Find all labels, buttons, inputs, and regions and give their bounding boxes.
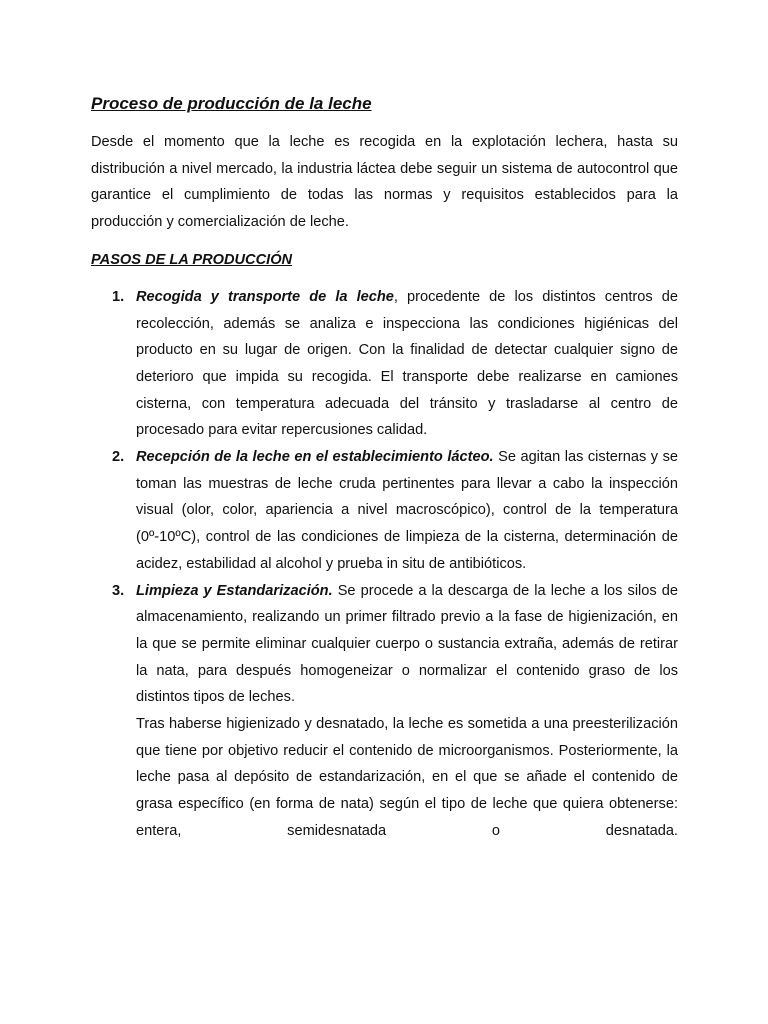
step-item-2 (91, 444, 678, 578)
step-text: , procedente de los distintos centros de recolección, además se analiza e inspecciona las condiciones higiénicas del producto en su lugar de origen. Con la finalidad de detectar cualquier signo de deterioro que impida su recogida. El transporte debe realizarse en camiones cisterna, con temperatura adecuada del tránsito y trasladarse al centro de procesado para evitar repercusiones calidad. (136, 288, 678, 439)
step-title: Limpieza y Estandarización. (136, 582, 333, 599)
step-text: Se agitan las cisternas y se toman las muestras de leche cruda pertinentes para llevar a cabo la inspección visual (olor, color, apariencia a nivel macroscópico), control de la temperatura (0º-10ºC), control de las condiciones de limpieza de la cisterna, determinación de acidez, estabilidad al alcohol y prueba in situ de antibióticos. (136, 449, 678, 572)
document-title: Proceso de producción de la leche (91, 94, 372, 113)
step-extra-paragraph: Tras haberse higienizado y desnatado, la leche es sometida a una preesterilización que tiene por objetivo reducir el contenido de microorganismos. Posteriormente, la leche pasa al depósito de estandarización, en el que se añade el contenido de grasa específico (en forma de nata) según el tipo de leche que quiera obtenerse: entera, semidesnatada o desnatada. (136, 716, 678, 839)
steps-list (91, 284, 678, 845)
step-title: Recogida y transporte de la leche (136, 288, 394, 305)
step-item-1 (91, 284, 678, 444)
document-page (91, 92, 678, 845)
step-item-3 (91, 578, 678, 845)
section-heading: PASOS DE LA PRODUCCIÓN (91, 251, 293, 268)
step-title: Recepción de la leche en el establecimiento lácteo. (136, 449, 494, 466)
step-text: Se procede a la descarga de la leche a los silos de almacenamiento, realizando un primer filtrado previo a la fase de higienización, en la que se permite eliminar cualquier cuerpo o sustancia extraña, además de retirar la nata, para después homogeneizar o normalizar el contenido graso de los distintos tipos de leches. (136, 582, 678, 706)
step-number: 1. (112, 288, 125, 305)
step-number: 3. (112, 582, 125, 599)
step-number: 2. (112, 449, 125, 466)
intro-paragraph: Desde el momento que la leche es recogida en la explotación lechera, hasta su distribución a nivel mercado, la industria láctea debe seguir un sistema de autocontrol que garantice el cumplimiento de todas las normas y requisitos establecidos para la producción y comercialización de leche. (91, 134, 678, 231)
